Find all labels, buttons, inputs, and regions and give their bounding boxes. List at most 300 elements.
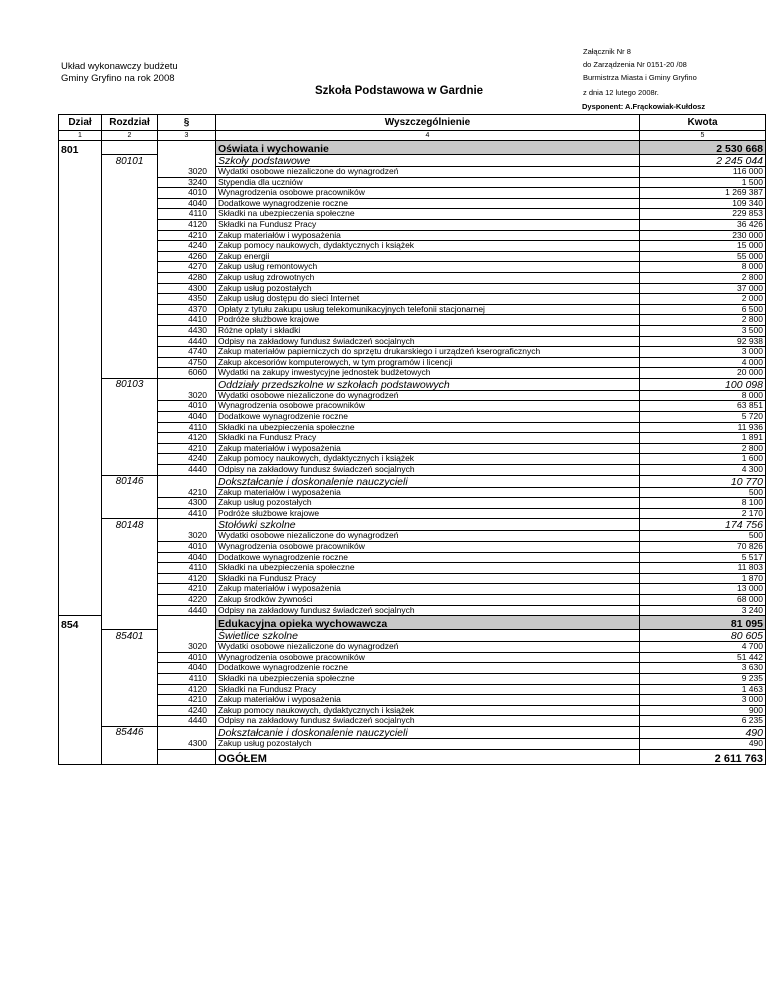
paragraf-code: 3020: [158, 531, 216, 542]
empty-cell: [59, 241, 102, 252]
empty-cell: [59, 519, 102, 531]
empty-cell: [59, 304, 102, 315]
item-amount: 1 500: [640, 177, 766, 188]
empty-cell: [158, 726, 216, 738]
total-label: OGÓŁEM: [216, 749, 640, 764]
empty-cell: [158, 155, 216, 167]
table-row: [59, 262, 766, 273]
item-description: Zakup pomocy naukowych, dydaktycznych i książek: [216, 241, 640, 252]
item-amount: 4 000: [640, 357, 766, 368]
rozdzial-code: 80101: [102, 155, 158, 167]
table-row: [59, 563, 766, 574]
paragraf-code: 4220: [158, 594, 216, 605]
paragraf-code: 4410: [158, 508, 216, 519]
empty-cell: [102, 443, 158, 454]
paragraf-code: 3240: [158, 177, 216, 188]
empty-cell: [59, 294, 102, 305]
item-amount: 500: [640, 531, 766, 542]
item-description: Podróże służbowe krajowe: [216, 508, 640, 519]
empty-cell: [102, 487, 158, 498]
paragraf-code: 3020: [158, 390, 216, 401]
empty-cell: [102, 498, 158, 509]
item-amount: 4 700: [640, 642, 766, 653]
item-amount: 63 851: [640, 401, 766, 412]
paragraf-code: 4300: [158, 738, 216, 749]
empty-cell: [59, 347, 102, 358]
table-row: [59, 454, 766, 465]
paragraf-code: 4430: [158, 325, 216, 336]
paragraf-code: 4010: [158, 188, 216, 199]
empty-cell: [102, 454, 158, 465]
empty-cell: [59, 531, 102, 542]
item-description: Zakup środków żywności: [216, 594, 640, 605]
item-description: Różne opłaty i składki: [216, 325, 640, 336]
table-row: [59, 465, 766, 476]
table-row: [59, 241, 766, 252]
empty-cell: [102, 573, 158, 584]
paragraf-code: 4240: [158, 454, 216, 465]
rozdzial-code: 85401: [102, 630, 158, 642]
empty-cell: [158, 475, 216, 487]
empty-cell: [59, 378, 102, 390]
paragraf-code: 4440: [158, 336, 216, 347]
header-left-line1: Układ wykonawczy budżetu: [61, 61, 178, 72]
paragraf-code: 4280: [158, 272, 216, 283]
col-header-wyszczegolnienie: Wyszczególnienie: [216, 115, 640, 131]
item-amount: 1 463: [640, 684, 766, 695]
rozdzial-row: [59, 726, 766, 738]
paragraf-code: 4240: [158, 705, 216, 716]
empty-cell: [59, 230, 102, 241]
paragraf-code: 4440: [158, 605, 216, 616]
paragraf-code: 4750: [158, 357, 216, 368]
item-description: Zakup materiałów i wyposażenia: [216, 695, 640, 706]
rozdzial-amount: 100 098: [640, 378, 766, 390]
item-description: Wydatki osobowe niezaliczone do wynagrodzeń: [216, 531, 640, 542]
empty-cell: [102, 508, 158, 519]
table-row: [59, 230, 766, 241]
empty-cell: [59, 454, 102, 465]
paragraf-code: 3020: [158, 642, 216, 653]
table-row: [59, 542, 766, 553]
empty-cell: [102, 684, 158, 695]
item-description: Zakup materiałów papierniczych do sprzętu drukarskiego i urządzeń kserograficznych: [216, 347, 640, 358]
empty-cell: [102, 465, 158, 476]
paragraf-code: 4010: [158, 542, 216, 553]
empty-cell: [102, 241, 158, 252]
item-description: Zakup pomocy naukowych, dydaktycznych i książek: [216, 454, 640, 465]
empty-cell: [59, 155, 102, 167]
empty-cell: [102, 357, 158, 368]
table-row: [59, 673, 766, 684]
total-row: [59, 749, 766, 764]
header-right-line1: Załącznik Nr 8: [583, 47, 631, 56]
budget-table: [58, 114, 766, 765]
paragraf-code: 4120: [158, 219, 216, 230]
table-row: [59, 652, 766, 663]
empty-cell: [59, 272, 102, 283]
item-amount: 8 000: [640, 262, 766, 273]
col-header-kwota: Kwota: [640, 115, 766, 131]
table-row: [59, 209, 766, 220]
empty-cell: [59, 422, 102, 433]
item-amount: 490: [640, 738, 766, 749]
item-amount: 11 936: [640, 422, 766, 433]
table-row: [59, 642, 766, 653]
empty-cell: [59, 726, 102, 738]
empty-cell: [59, 738, 102, 749]
empty-cell: [158, 141, 216, 155]
item-amount: 2 000: [640, 294, 766, 305]
paragraf-code: 4440: [158, 716, 216, 727]
item-amount: 1 269 387: [640, 188, 766, 199]
rozdzial-code: 80148: [102, 519, 158, 531]
header-right-line4: z dnia 12 lutego 2008r.: [583, 88, 659, 97]
rozdzial-amount: 174 756: [640, 519, 766, 531]
item-amount: 6 500: [640, 304, 766, 315]
table-row: [59, 422, 766, 433]
empty-cell: [158, 519, 216, 531]
item-description: Wynagrodzenia osobowe pracowników: [216, 652, 640, 663]
empty-cell: [102, 251, 158, 262]
empty-cell: [59, 188, 102, 199]
table-row: [59, 219, 766, 230]
item-amount: 1 600: [640, 454, 766, 465]
paragraf-code: 4040: [158, 198, 216, 209]
empty-cell: [102, 594, 158, 605]
item-description: Podróże służbowe krajowe: [216, 315, 640, 326]
paragraf-code: 4260: [158, 251, 216, 262]
item-description: Wynagrodzenia osobowe pracowników: [216, 188, 640, 199]
empty-cell: [158, 378, 216, 390]
empty-cell: [59, 209, 102, 220]
item-amount: 109 340: [640, 198, 766, 209]
rozdzial-name: Stołówki szkolne: [216, 519, 640, 531]
rozdzial-row: [59, 155, 766, 167]
empty-cell: [102, 315, 158, 326]
table-row: [59, 401, 766, 412]
empty-cell: [102, 531, 158, 542]
paragraf-code: 4240: [158, 241, 216, 252]
item-description: Zakup usług dostępu do sieci Internet: [216, 294, 640, 305]
item-description: Wynagrodzenia osobowe pracowników: [216, 401, 640, 412]
item-amount: 1 891: [640, 433, 766, 444]
table-row: [59, 594, 766, 605]
empty-cell: [102, 272, 158, 283]
dzial-code: 854: [59, 616, 102, 630]
empty-cell: [59, 642, 102, 653]
paragraf-code: 4040: [158, 663, 216, 674]
item-description: Wydatki osobowe niezaliczone do wynagrodzeń: [216, 642, 640, 653]
col-header-dzial: Dział: [59, 115, 102, 131]
item-amount: 20 000: [640, 368, 766, 379]
empty-cell: [102, 716, 158, 727]
item-description: Wynagrodzenia osobowe pracowników: [216, 542, 640, 553]
item-description: Składki na ubezpieczenia społeczne: [216, 422, 640, 433]
empty-cell: [102, 347, 158, 358]
header-right-line3: Burmistrza Miasta i Gminy Gryfino: [583, 73, 697, 82]
empty-cell: [102, 283, 158, 294]
table-row: [59, 498, 766, 509]
paragraf-code: 4110: [158, 673, 216, 684]
empty-cell: [59, 433, 102, 444]
table-row: [59, 573, 766, 584]
item-amount: 3 630: [640, 663, 766, 674]
item-description: Zakup pomocy naukowych, dydaktycznych i książek: [216, 705, 640, 716]
empty-cell: [102, 325, 158, 336]
paragraf-code: 4040: [158, 412, 216, 423]
item-amount: 55 000: [640, 251, 766, 262]
col-number-2: 2: [102, 131, 158, 141]
item-description: Odpisy na zakładowy fundusz świadczeń socjalnych: [216, 336, 640, 347]
item-description: Składki na Fundusz Pracy: [216, 684, 640, 695]
table-row: [59, 412, 766, 423]
empty-cell: [59, 563, 102, 574]
empty-cell: [59, 605, 102, 616]
dzial-code: 801: [59, 141, 102, 155]
paragraf-code: 4740: [158, 347, 216, 358]
paragraf-code: 6060: [158, 368, 216, 379]
empty-cell: [59, 663, 102, 674]
item-description: Zakup energii: [216, 251, 640, 262]
table-row: [59, 716, 766, 727]
item-description: Zakup materiałów i wyposażenia: [216, 584, 640, 595]
table-row: [59, 663, 766, 674]
item-amount: 92 938: [640, 336, 766, 347]
rozdzial-row: [59, 519, 766, 531]
table-row: [59, 368, 766, 379]
item-description: Dodatkowe wynagrodzenie roczne: [216, 198, 640, 209]
rozdzial-name: Oddziały przedszkolne w szkołach podstawowych: [216, 378, 640, 390]
rozdzial-name: Szkoły podstawowe: [216, 155, 640, 167]
table-row: [59, 531, 766, 542]
col-number-4: 4: [216, 131, 640, 141]
item-description: Zakup materiałów i wyposażenia: [216, 487, 640, 498]
paragraf-code: 3020: [158, 167, 216, 178]
item-description: Dodatkowe wynagrodzenie roczne: [216, 412, 640, 423]
empty-cell: [59, 475, 102, 487]
rozdzial-amount: 2 245 044: [640, 155, 766, 167]
item-amount: 4 300: [640, 465, 766, 476]
item-amount: 70 826: [640, 542, 766, 553]
paragraf-code: 4410: [158, 315, 216, 326]
table-row: [59, 605, 766, 616]
table-row: [59, 198, 766, 209]
table-row: [59, 738, 766, 749]
table-row: [59, 177, 766, 188]
rozdzial-name: Dokształcanie i doskonalenie nauczycieli: [216, 475, 640, 487]
table-row: [59, 167, 766, 178]
header-right-line2: do Zarządzenia Nr 0151-20 /08: [583, 60, 687, 69]
empty-cell: [59, 412, 102, 423]
empty-cell: [59, 336, 102, 347]
empty-cell: [59, 552, 102, 563]
empty-cell: [102, 412, 158, 423]
item-amount: 37 000: [640, 283, 766, 294]
empty-cell: [102, 749, 158, 764]
dzial-row: [59, 141, 766, 155]
paragraf-code: 4440: [158, 465, 216, 476]
empty-cell: [59, 542, 102, 553]
item-amount: 8 100: [640, 498, 766, 509]
item-amount: 13 000: [640, 584, 766, 595]
empty-cell: [102, 304, 158, 315]
empty-cell: [59, 630, 102, 642]
paragraf-code: 4110: [158, 209, 216, 220]
rozdzial-row: [59, 630, 766, 642]
item-amount: 51 442: [640, 652, 766, 663]
table-row: [59, 304, 766, 315]
empty-cell: [102, 294, 158, 305]
item-description: Składki na ubezpieczenia społeczne: [216, 673, 640, 684]
empty-cell: [102, 422, 158, 433]
empty-cell: [102, 738, 158, 749]
paragraf-code: 4120: [158, 573, 216, 584]
item-amount: 68 000: [640, 594, 766, 605]
empty-cell: [59, 705, 102, 716]
table-row: [59, 684, 766, 695]
empty-cell: [59, 315, 102, 326]
empty-cell: [102, 642, 158, 653]
item-amount: 229 853: [640, 209, 766, 220]
item-description: Dodatkowe wynagrodzenie roczne: [216, 663, 640, 674]
empty-cell: [102, 167, 158, 178]
dzial-name: Edukacyjna opieka wychowawcza: [216, 616, 640, 630]
item-amount: 2 800: [640, 315, 766, 326]
empty-cell: [158, 749, 216, 764]
empty-cell: [102, 705, 158, 716]
table-row: [59, 294, 766, 305]
empty-cell: [102, 663, 158, 674]
empty-cell: [59, 652, 102, 663]
empty-cell: [158, 630, 216, 642]
dzial-amount: 81 095: [640, 616, 766, 630]
table-row: [59, 695, 766, 706]
rozdzial-code: 80146: [102, 475, 158, 487]
rozdzial-name: Dokształcanie i doskonalenie nauczycieli: [216, 726, 640, 738]
item-amount: 2 800: [640, 443, 766, 454]
empty-cell: [59, 198, 102, 209]
empty-cell: [102, 401, 158, 412]
empty-cell: [59, 465, 102, 476]
col-number-3: 3: [158, 131, 216, 141]
empty-cell: [59, 508, 102, 519]
paragraf-code: 4210: [158, 584, 216, 595]
table-row: [59, 487, 766, 498]
item-description: Zakup usług remontowych: [216, 262, 640, 273]
empty-cell: [59, 177, 102, 188]
paragraf-code: 4040: [158, 552, 216, 563]
empty-cell: [59, 283, 102, 294]
rozdzial-amount: 490: [640, 726, 766, 738]
empty-cell: [59, 695, 102, 706]
table-row: [59, 336, 766, 347]
empty-cell: [102, 368, 158, 379]
dysponent-label: Dysponent: A.Frąckowiak-Kułdosz: [582, 102, 706, 111]
dzial-name: Oświata i wychowanie: [216, 141, 640, 155]
empty-cell: [158, 616, 216, 630]
item-description: Składki na Fundusz Pracy: [216, 219, 640, 230]
paragraf-code: 4210: [158, 487, 216, 498]
item-description: Dodatkowe wynagrodzenie roczne: [216, 552, 640, 563]
empty-cell: [59, 251, 102, 262]
item-amount: 8 000: [640, 390, 766, 401]
empty-cell: [102, 141, 158, 155]
item-description: Składki na Fundusz Pracy: [216, 573, 640, 584]
page-title: Szkoła Podstawowa w Gardnie: [315, 85, 484, 97]
empty-cell: [102, 177, 158, 188]
rozdzial-code: 80103: [102, 378, 158, 390]
empty-cell: [102, 262, 158, 273]
empty-cell: [102, 552, 158, 563]
column-number-row: [59, 131, 766, 141]
item-amount: 36 426: [640, 219, 766, 230]
paragraf-code: 4300: [158, 283, 216, 294]
empty-cell: [102, 209, 158, 220]
table-row: [59, 325, 766, 336]
table-header-row: [59, 115, 766, 131]
table-row: [59, 283, 766, 294]
item-description: Wydatki osobowe niezaliczone do wynagrodzeń: [216, 390, 640, 401]
table-row: [59, 705, 766, 716]
item-description: Zakup akcesoriów komputerowych, w tym programów i licencji: [216, 357, 640, 368]
table-row: [59, 433, 766, 444]
empty-cell: [59, 684, 102, 695]
paragraf-code: 4010: [158, 652, 216, 663]
table-row: [59, 251, 766, 262]
total-amount: 2 611 763: [640, 749, 766, 764]
empty-cell: [59, 716, 102, 727]
item-description: Składki na ubezpieczenia społeczne: [216, 563, 640, 574]
item-description: Odpisy na zakładowy fundusz świadczeń socjalnych: [216, 716, 640, 727]
item-description: Zakup materiałów i wyposażenia: [216, 443, 640, 454]
rozdzial-code: 85446: [102, 726, 158, 738]
empty-cell: [59, 368, 102, 379]
dzial-row: [59, 616, 766, 630]
empty-cell: [59, 487, 102, 498]
rozdzial-amount: 80 605: [640, 630, 766, 642]
item-description: Opłaty z tytułu zakupu usług telekomunikacyjnych telefonii stacjonarnej: [216, 304, 640, 315]
empty-cell: [102, 336, 158, 347]
col-header-paragraf: §: [158, 115, 216, 131]
table-row: [59, 390, 766, 401]
paragraf-code: 4110: [158, 422, 216, 433]
item-amount: 11 803: [640, 563, 766, 574]
empty-cell: [59, 749, 102, 764]
item-amount: 3 500: [640, 325, 766, 336]
item-amount: 9 235: [640, 673, 766, 684]
empty-cell: [59, 219, 102, 230]
paragraf-code: 4210: [158, 695, 216, 706]
item-description: Zakup usług pozostałych: [216, 498, 640, 509]
item-description: Składki na ubezpieczenia społeczne: [216, 209, 640, 220]
empty-cell: [102, 433, 158, 444]
rozdzial-row: [59, 475, 766, 487]
item-amount: 3 000: [640, 347, 766, 358]
col-number-1: 1: [59, 131, 102, 141]
item-amount: 900: [640, 705, 766, 716]
empty-cell: [102, 616, 158, 630]
empty-cell: [59, 262, 102, 273]
item-amount: 3 240: [640, 605, 766, 616]
item-description: Zakup materiałów i wyposażenia: [216, 230, 640, 241]
empty-cell: [102, 188, 158, 199]
item-description: Zakup usług pozostałych: [216, 283, 640, 294]
table-row: [59, 584, 766, 595]
paragraf-code: 4120: [158, 433, 216, 444]
empty-cell: [59, 584, 102, 595]
item-description: Wydatki na zakupy inwestycyjne jednostek budżetowych: [216, 368, 640, 379]
